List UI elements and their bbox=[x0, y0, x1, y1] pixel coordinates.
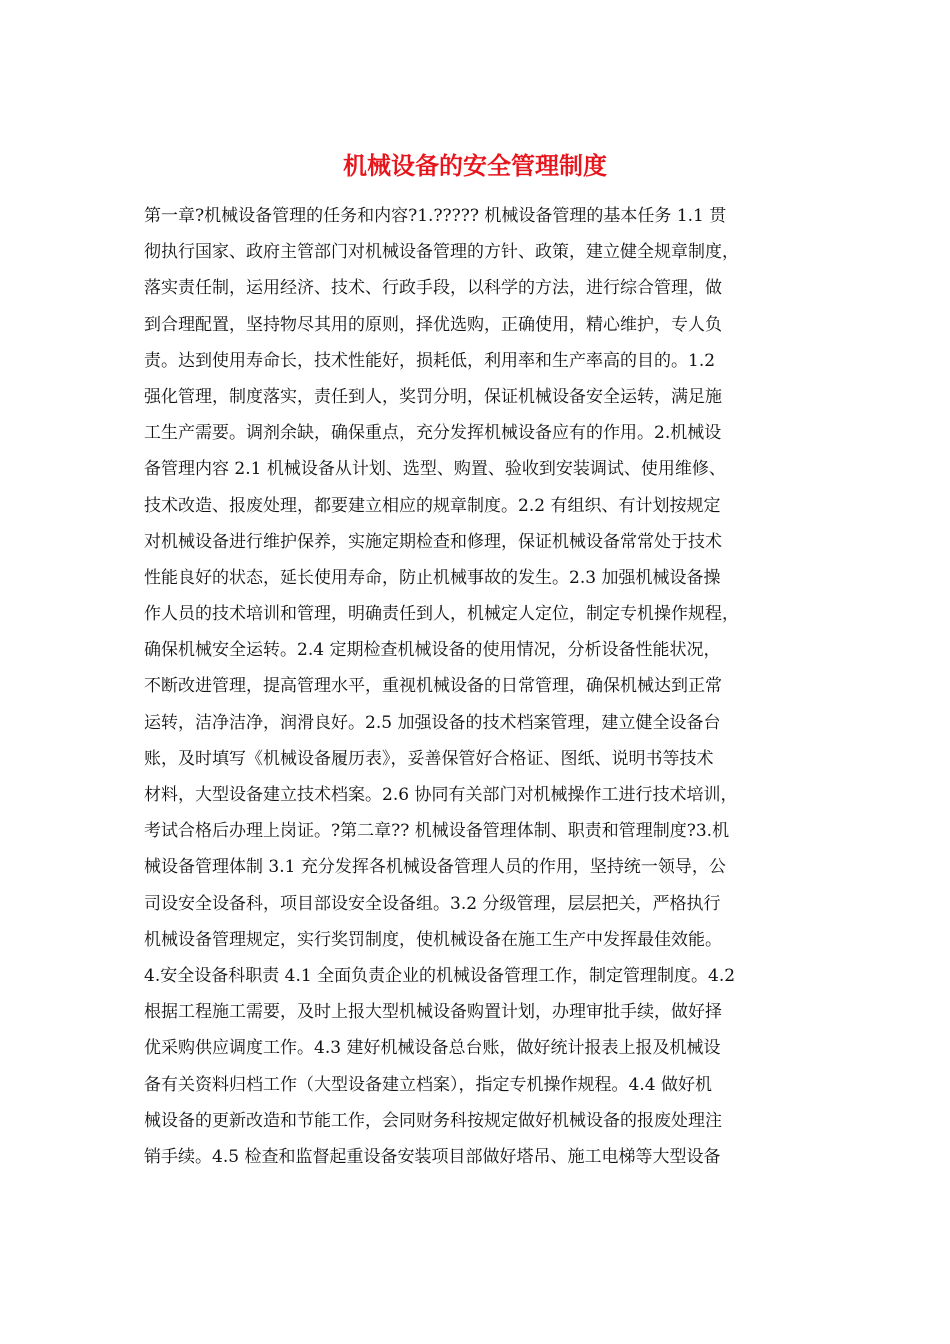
body-line: 对机械设备进行维护保养，实施定期检查和修理，保证机械设备常常处于技术 bbox=[144, 531, 722, 552]
body-line: 落实责任制，运用经济、技术、行政手段，以科学的方法，进行综合管理，做 bbox=[144, 278, 722, 299]
body-line: 4.安全设备科职责 4.1 全面负责企业的机械设备管理工作，制定管理制度。4.2 bbox=[144, 965, 736, 986]
body-line: 司设安全设备科，项目部设安全设备组。3.2 分级管理，层层把关，严格执行 bbox=[144, 893, 721, 914]
body-line: 备管理内容 2.1 机械设备从计划、选型、购置、验收到安装调试、使用维修、 bbox=[144, 459, 726, 480]
body-line: 强化管理，制度落实，责任到人，奖罚分明，保证机械设备安全运转，满足施 bbox=[144, 386, 722, 407]
body-line: 到合理配置，坚持物尽其用的原则，择优选购，正确使用，精心维护，专人负 bbox=[144, 314, 722, 335]
body-line: 不断改进管理，提高管理水平，重视机械设备的日常管理，确保机械达到正常 bbox=[144, 676, 722, 697]
body-line: 技术改造、报废处理，都要建立相应的规章制度。2.2 有组织、有计划按规定 bbox=[144, 495, 721, 516]
body-line: 性能良好的状态，延长使用寿命，防止机械事故的发生。2.3 加强机械设备操 bbox=[144, 567, 721, 588]
body-line: 备有关资料归档工作（大型设备建立档案），指定专机操作规程。4.4 做好机 bbox=[144, 1074, 712, 1095]
body-line: 作人员的技术培训和管理，明确责任到人，机械定人定位，制定专机操作规程， bbox=[144, 604, 739, 625]
body-line: 确保机械安全运转。2.4 定期检查机械设备的使用情况，分析设备性能状况， bbox=[144, 640, 721, 661]
body-line: 彻执行国家、政府主管部门对机械设备管理的方针、政策，建立健全规章制度， bbox=[144, 242, 739, 263]
body-line: 机械设备管理规定，实行奖罚制度，使机械设备在施工生产中发挥最佳效能。 bbox=[144, 929, 722, 950]
body-line: 考试合格后办理上岗证。?第二章?? 机械设备管理体制、职责和管理制度?3.机 bbox=[144, 821, 730, 842]
body-line: 第一章?机械设备管理的任务和内容?1.????? 机械设备管理的基本任务 1.1 贯 bbox=[144, 206, 727, 226]
document-body bbox=[144, 198, 808, 1175]
body-line: 工生产需要。调剂余缺，确保重点，充分发挥机械设备应有的作用。2.机械设 bbox=[144, 423, 722, 444]
document-title: 机械设备的安全管理制度 bbox=[343, 151, 607, 180]
body-line: 优采购供应调度工作。4.3 建好机械设备总台账，做好统计报表上报及机械设 bbox=[144, 1038, 721, 1059]
body-line: 账，及时填写《机械设备履历表》，妥善保管好合格证、图纸、说明书等技术 bbox=[144, 748, 714, 769]
body-line: 械设备管理体制 3.1 充分发挥各机械设备管理人员的作用，坚持统一领导，公 bbox=[144, 857, 726, 878]
body-line: 械设备的更新改造和节能工作，会同财务科按规定做好机械设备的报废处理注 bbox=[144, 1110, 722, 1131]
body-line: 运转，洁净洁净，润滑良好。2.5 加强设备的技术档案管理，建立健全设备台 bbox=[144, 712, 721, 733]
body-line: 责。达到使用寿命长，技术性能好，损耗低，利用率和生产率高的目的。1.2 bbox=[144, 350, 716, 371]
body-line: 材料，大型设备建立技术档案。2.6 协同有关部门对机械操作工进行技术培训， bbox=[144, 785, 738, 805]
body-line: 销手续。4.5 检查和监督起重设备安装项目部做好塔吊、施工电梯等大型设备 bbox=[144, 1146, 721, 1167]
body-line: 根据工程施工需要，及时上报大型机械设备购置计划，办理审批手续，做好择 bbox=[144, 1002, 722, 1023]
